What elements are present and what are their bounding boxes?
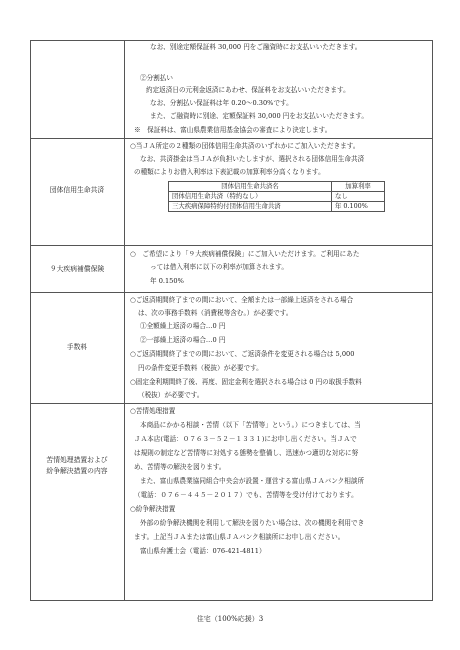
complaint-line: また、富山県農業協同組合中央会が設置・運営する富山県ＪＡバンク相談所	[140, 477, 365, 485]
fee-installment-line: また、ご融資時に別途、定額保証料 30,000 円をお支払いいただきます。	[150, 112, 368, 120]
row-divider	[30, 403, 432, 404]
table-header-cell: 加算利率	[332, 182, 385, 192]
fees-line: は、次の事務手数料（消費税等含む。）が必要です。	[138, 309, 293, 317]
page-footer: 住宅（100%応援）3	[196, 615, 264, 623]
row-divider	[30, 138, 432, 139]
table-cell: 三大疾病保障特約付団体信用生命共済	[169, 202, 332, 212]
table-bottom-border	[30, 600, 432, 601]
fees-line: ○固定金利期間終了後、再度、固定金利を選択される場合は 0 円の取扱手数料	[130, 378, 362, 386]
table-cell: なし	[332, 192, 385, 202]
fees-line: ○ご返済期間終了までの間において、ご返済条件を変更される場合は 5,000	[130, 350, 355, 358]
fees-line: （税抜）が必要です。	[138, 391, 204, 399]
group-credit-line: ○当ＪＡ所定の２種類の団体信用生命共済のいずれかにご加入いただきます。	[130, 142, 360, 150]
fee-installment-line: なお、分割払い保証料は年 0.20～0.30%です。	[150, 99, 293, 107]
group-credit-line: なお、共済掛金は当ＪＡが負担いたしますが、選択される団体信用生命共済	[140, 155, 365, 163]
fee-installment-line: 約定返済日の元利金返済にあわせ、保証料をお支払いいただきます。	[146, 86, 350, 94]
complaint-heading: ○苦情処理措置	[130, 407, 176, 415]
complaint-line: （電話：０７６－４４５－２０１７）でも、苦情等を受け付けております。	[134, 491, 358, 499]
row-label-complaints: 苦情処理措置および	[46, 456, 108, 464]
group-credit-rate-table	[168, 181, 385, 212]
table-row	[169, 192, 385, 202]
complaint-line: は規則の制定など苦情等に対処する態勢を整備し、迅速かつ適切な対応に努	[134, 449, 359, 457]
fees-line: ②一部繰上返済の場合…0 円	[140, 336, 226, 344]
table-cell: 年 0.100%	[332, 202, 385, 212]
dispute-line: 外部の紛争解決機関を利用して解決を図りたい場合は、次の機関を利用でき	[140, 519, 365, 527]
row-label-group-credit-life: 団体信用生命共済	[49, 186, 105, 194]
row-divider	[30, 292, 432, 293]
fee-installment-heading: ②分割払い	[140, 74, 173, 82]
complaint-line: ＪＡ本店(電話：０７６３－５２－１３３１)にお申し出ください。当ＪＡで	[134, 435, 357, 443]
nine-disease-rate: 年 0.150%	[150, 277, 184, 285]
table-divider	[124, 40, 125, 601]
table-top-border	[30, 40, 432, 41]
table-header-cell: 団体信用生命共済名	[169, 182, 332, 192]
row-label-nine-disease: ９大疾病補償保険	[49, 265, 105, 273]
dispute-heading: ○紛争解決措置	[130, 505, 176, 513]
row-label-fees: 手数料	[66, 343, 88, 351]
table-right-border	[432, 40, 433, 601]
table-cell: 団体信用生命共済（特約なし）	[169, 192, 332, 202]
fee-note-line: なお、別途定額保証料 30,000 円をご融資時にお支払いいただきます。	[150, 43, 362, 51]
table-row	[169, 202, 385, 212]
fees-line: 円の条件変更手数料（税抜）が必要です。	[138, 364, 263, 372]
bar-association-contact: 富山県弁護士会（電話：076-421-4811）	[140, 547, 266, 555]
table-header-row	[169, 182, 385, 192]
nine-disease-line: ○ ご希望により「９大疾病補償保険」にご加入いただけます。ご利用にあた	[130, 250, 360, 258]
row-divider	[30, 245, 432, 246]
table-left-border	[30, 40, 31, 601]
fees-line: ○ご返済期間終了までの間において、全額または一部繰上返済をされる場合	[130, 296, 354, 304]
complaint-line: め、苦情等の解決を図ります。	[134, 463, 226, 471]
group-credit-line: の種類によりお借入利率は下表記載の加算利率分高くなります。	[134, 168, 325, 176]
nine-disease-line: っては借入利率に以下の利率が加算されます。	[150, 263, 288, 271]
dispute-line: ます。上記当ＪＡまたは富山県ＪＡバンク相談所にお申し出ください。	[134, 533, 345, 541]
complaint-line: 本商品にかかる相談・苦情（以下「苦情等」という。）につきましては、当	[140, 421, 361, 429]
row-label-complaints: 紛争解決措置の内容	[46, 467, 108, 475]
fees-line: ①全額繰上返済の場合…0 円	[140, 322, 226, 330]
fee-footnote: ※ 保証料は、富山県農業信用基金協会の審査により決定します。	[134, 126, 332, 134]
